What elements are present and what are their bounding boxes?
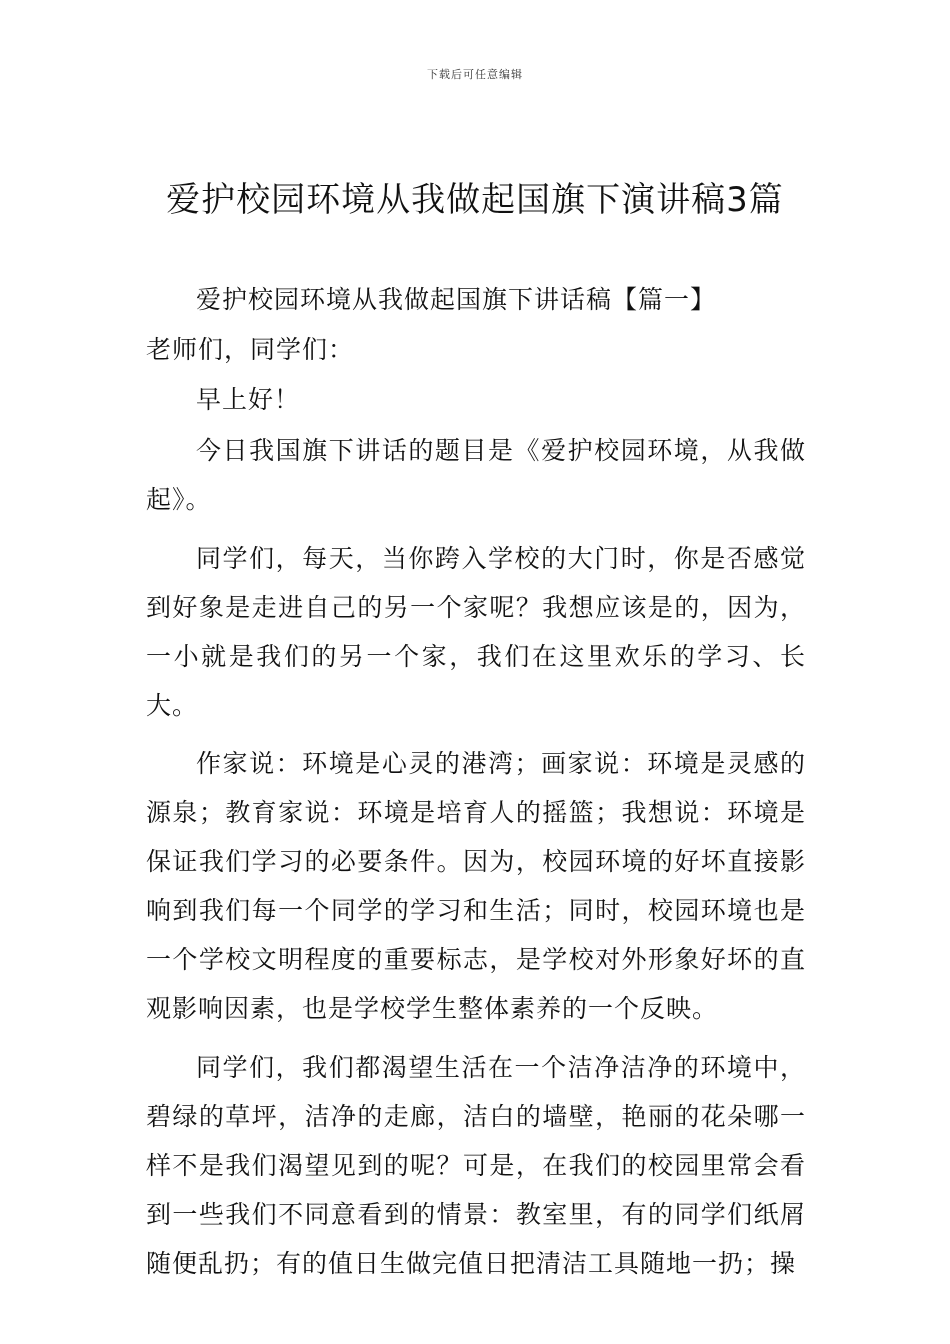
header-note: 下载后可任意编辑 [427,68,523,81]
salutation: 老师们，同学们： [146,335,355,364]
paragraph-2: 同学们，每天，当你跨入学校的大门时，你是否感觉到好象是走进自己的另一个家呢？我想应该是的，因为，一小就是我们的另一个家，我们在这里欢乐的学习、长大。 [146,544,806,720]
greeting: 早上好！ [196,385,301,414]
body-text [146,426,806,1288]
document-title: 爱护校园环境从我做起国旗下演讲稿3篇 [166,180,784,220]
paragraph-4: 同学们，我们都渴望生活在一个洁净洁净的环境中，碧绿的草坪，洁净的走廊，洁白的墙壁，艳丽的花朵哪一样不是我们渴望见到的呢？可是，在我们的校园里常会看到一些我们不同意看到的情景：教室里，有的同学们纸屑随便乱扔；有的值日生做完值日把清洁工具随地一扔；操 [146,1053,806,1278]
paragraph-1: 今日我国旗下讲话的题目是《爱护校园环境，从我做起》。 [146,436,806,514]
section-heading: 爱护校园环境从我做起国旗下讲话稿【篇一】 [196,285,717,314]
paragraph-3: 作家说：环境是心灵的港湾；画家说：环境是灵感的源泉；教育家说：环境是培育人的摇篮；我想说：环境是保证我们学习的必要条件。因为，校园环境的好坏直接影响到我们每一个同学的学习和生活；同时，校园环境也是一个学校文明程度的重要标志，是学校对外形象好坏的直观影响因素，也是学校学生整体素养的一个反映。 [146,749,806,1023]
